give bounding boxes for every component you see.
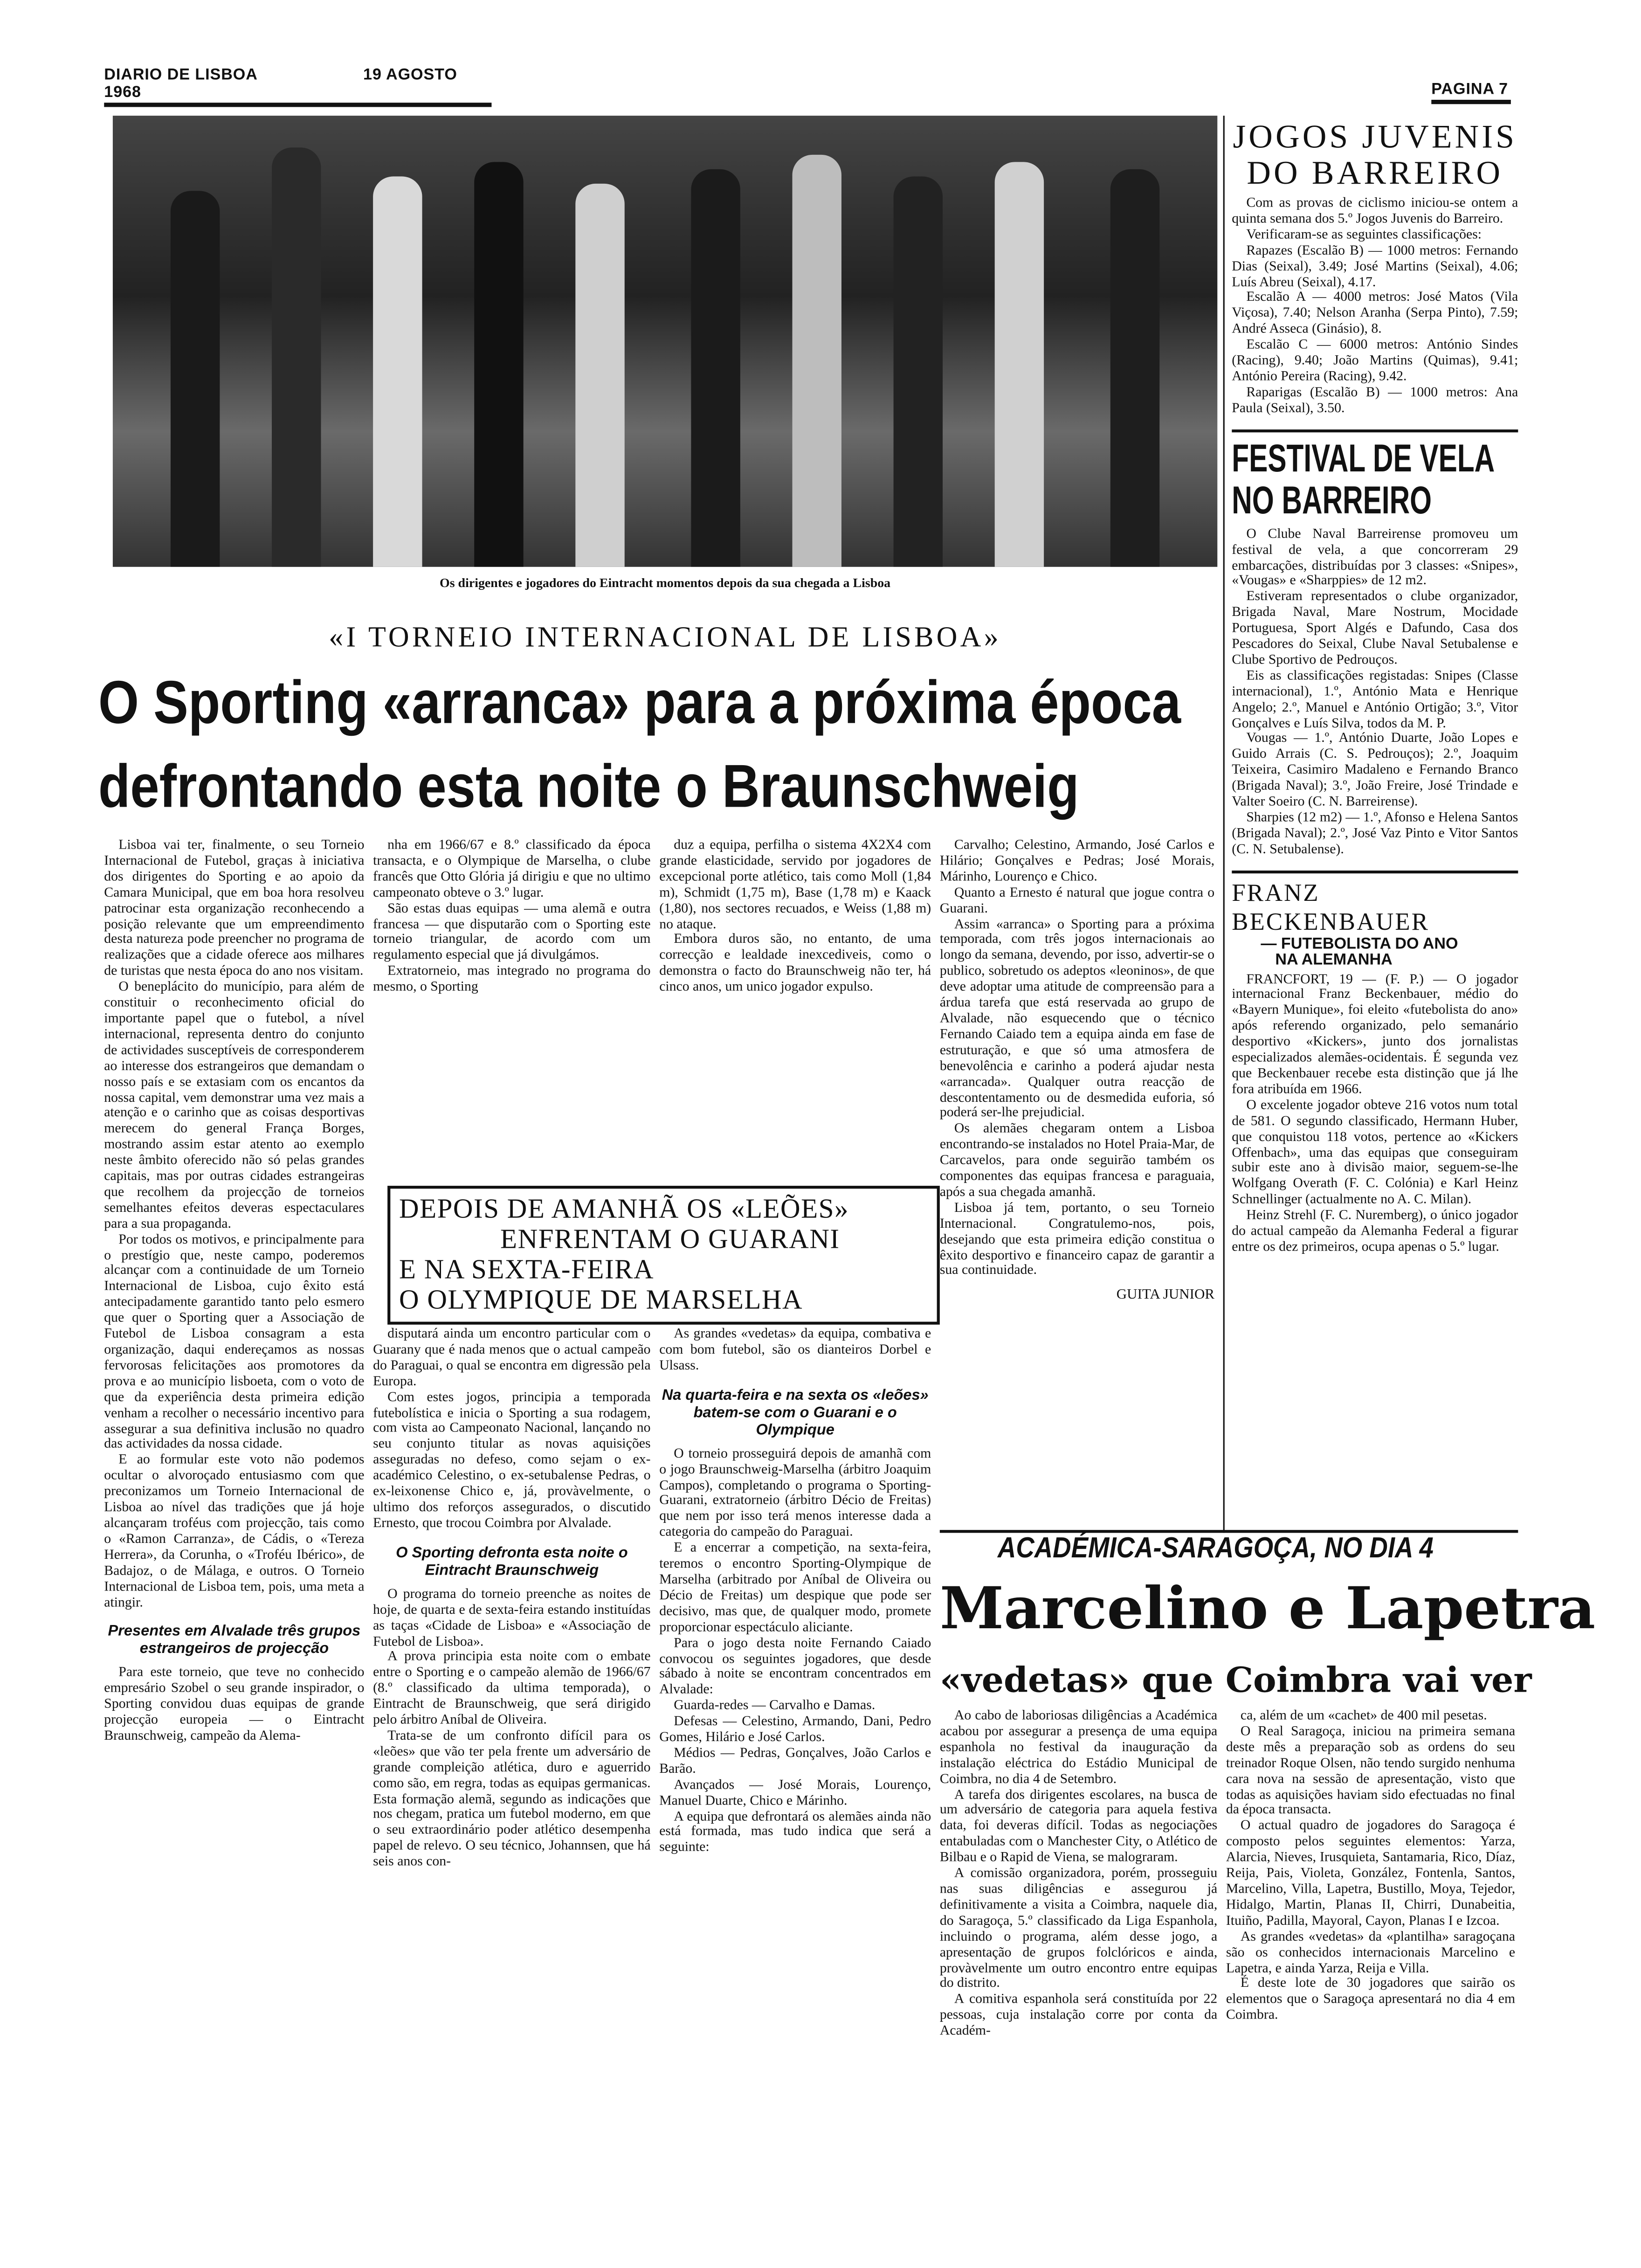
paragraph: Lisboa vai ter, finalmente, o seu Torneio Internacional de Futebol, graças à iniciativa dos dirigentes do Sporting e ao apoio da Camara Municipal, que em boa hora resolveu patrocinar esta organização reconhecendo a posição relevante que um empreendimento desta natureza pode preencher no programa de realizações que a cidade oferece aos milhares de turistas que nesta época do ano nos visitam. [104,837,365,980]
vela-title: FESTIVAL DE VELA [1232,436,1495,480]
paragraph: As grandes «vedetas» da «plantilha» saragoçana são os conhecidos internacionais Marcelino e Lapetra, e ainda Yarza, Reija e Villa. [1226,1929,1516,1976]
paragraph: E a encerrar a competição, na sexta-feira, teremos o encontro Sporting-Olympique de Marselha (arbitrado por Aníbal de Oliveira ou Décio de Freitas) um despique que pode ser decisivo, mas que, de qualquer modo, promete proporcionar espectáculo aliciante. [659,1540,931,1635]
paragraph: Com estes jogos, principia a temporada futebolística e inicia o Sporting a sua rodagem, com vista ao Campeonato Nacional, lançando no seu conjunto titular as novas aquisições asseguradas no defeso, como sejam o ex-académico Celestino, o ex-setubalense Pedras, o ex-leixonense Chico e, já, provàvelmente, o ultimo dos reforços assegurados, o discutido Ernesto, que trocou Coimbra por Alvalade. [373,1389,651,1531]
paragraph: disputará ainda um encontro particular com o Guarany que é nada menos que o actual campeão do Paraguai, o qual se encontra em digressão pela Europa. [373,1326,651,1390]
paragraph: FRANCFORT, 19 — (F. P.) — O jogador internacional Franz Beckenbauer, médio do «Bayern Munique», foi eleito «futebolista do ano» após referendo organizado, pelo semanário desportivo «Kickers», junto dos jornalistas especializados alemães-ocidentais. É segunda vez que Beckenbauer recebe esta distinção que já lhe fora atribuída em 1966. [1232,971,1518,1098]
paragraph: Guarda-redes — Carvalho e Damas. [674,1698,876,1714]
box-line: ENFRENTAM O GUARANI [500,1224,840,1255]
paragraph: Defesas — Celestino, Armando, Dani, Pedro Gomes, Hilário e José Carlos. [659,1714,931,1746]
photo-figure [373,176,422,567]
academica-column-2 [1226,1709,1515,2025]
highlight-box [387,1186,940,1325]
paragraph: O Clube Naval Barreirense promoveu um festival de vela, a que concorreram 29 embarcações, distribuídas por 3 classes: «Snipes», «Vougas» e «Sharppies» de 12 m2. [1232,526,1518,589]
paragraph: Escalão C — 6000 metros: António Sindes (Racing), 9.40; João Martins (Quimas), 9.41; António Pereira (Racing), 9.42. [1232,337,1518,385]
paragraph: Lisboa já tem, portanto, o seu Torneio Internacional. Congratulemo-nos, pois, desejando que esta primeira edição constitua o êxito desportivo e financeiro capaz de garantir a sua continuidade. [939,1200,1215,1279]
photo-figure [171,191,220,567]
paragraph: Estiveram representados o clube organizador, Brigada Naval, Mare Nostrum, Mocidade Portuguesa, Sport Algés e Dafundo, Casa dos Pescadores do Seixal, Clube Naval Setubalense e Clube Sportivo de Pedrouços. [1232,589,1518,668]
paragraph: duz a equipa, perfilha o sistema 4X2X4 com grande elasticidade, servido por jogadores de excepcional porte atlético, tais como Moll (1,84 m), Schmidt (1,75 m), Base (1,78 m) e Kaack (1,80), nos sectores recuados, e Weiss (1,88 m) no ataque. [659,837,931,932]
photo-caption: Os dirigentes e jogadores do Eintracht momentos depois da sua chegada a Lisboa [439,575,891,590]
academica-kicker: ACADÉMICA-SARAGOÇA, NO DIA 4 [997,1533,1434,1565]
paragraph: O programa do torneio preenche as noites de hoje, de quarta e de sexta-feira estando instituídas as taças «Cidade de Lisboa» e «Associação de Futebol de Lisboa». [373,1586,651,1650]
beckenbauer-subtitle: — FUTEBOLISTA DO ANO [1261,935,1458,953]
paragraph: A equipa que defrontará os alemães ainda não está formada, mas tudo indica que será a seguinte: [659,1808,931,1856]
paragraph: Extratorneio, mas integrado no programa do mesmo, o Sporting [373,963,651,996]
paragraph: A prova principia esta noite com o embate entre o Sporting e o campeão alemão de 1966/67 (8.º classificado da ultima temporada), o Eintracht de Braunschweig, que será dirigido pelo árbitro Aníbal de Oliveira. [373,1649,651,1729]
section-kicker: «I TORNEIO INTERNACIONAL DE LISBOA» [329,622,1001,654]
paragraph: Médios — Pedras, Gonçalves, João Carlos e Barão. [659,1745,931,1777]
paragraph: O Real Saragoça, iniciou na primeira semana deste mês a preparação sob as ordens do seu treinador Roque Olsen, não tendo surgido nenhuma cara nova na sessão de apresentação, visto que todas as aquisições haviam sido efectuadas no final da época transacta. [1226,1723,1516,1819]
page-number: PAGINA 7 [1431,81,1511,104]
paragraph: Heinz Strehl (F. C. Nuremberg), o único jogador do actual campeão da Alemanha Federal a figurar entre os dez primeiros, ocupa apenas o 5.º lugar. [1232,1207,1518,1255]
photo-figure [474,162,523,567]
jogos-title: DO BARREIRO [1247,154,1503,191]
article-column-3-top [659,839,931,996]
paragraph: Com as provas de ciclismo iniciou-se ontem a quinta semana dos 5.º Jogos Juvenis do Barreiro. [1232,195,1518,227]
paragraph: As grandes «vedetas» da equipa, combativa e com bom futebol, são os dianteiros Dorbel e Ulsass. [659,1326,931,1374]
photo-figure [575,184,624,567]
article-column-2-bottom [373,1328,650,1871]
article-column-1 [104,839,364,1745]
paragraph: Para o jogo desta noite Fernando Caiado convocou os seguintes jogadores, que desde sábado à noite se encontram concentrados em Alvalade: [659,1635,931,1698]
box-line: DEPOIS DE AMANHÃ OS «LEÕES» [399,1194,849,1225]
paragraph: Por todos os motivos, e principalmente para o prestígio que, neste campo, poderemos alcançar com a continuidade de um Torneio Internacional de Lisboa, cujo êxito está antecipadamente garantido tanto pelo esmero que quer o Sporting quer a Associação de Futebol de Lisboa consagram a esta organização, daqui endereçamos as nossas fervorosas felicitações aos promotores da prova e ao município lisboeta, com o voto de que da experiência desta primeira edição venham a recolher o necessário incentivo para assegurar a sua definitiva inclusão no quadro das actividades da nossa cidade. [104,1231,365,1453]
paragraph: nha em 1966/67 e 8.º classificado da época transacta, e o Olympique de Marselha, o clube francês que Otto Glória já dirigiu e que no ultimo campeonato obteve o 3.º lugar. [373,837,651,901]
paragraph: Rapazes (Escalão B) — 1000 metros: Fernando Dias (Seixal), 3.49; José Martins (Seixal), 4.06; Luís Abreu (Seixal), 4.17. [1232,242,1518,290]
academica-headline-line1: Marcelino e Lapetra [939,1575,1596,1643]
paragraph: O excelente jogador obteve 216 votos num total de 581. O segundo classificado, Hermann Huber, que conquistou 118 votos, pertence ao «Kickers Offenbach», uma das equipas que conseguiram subir este ano à divisão maior, seguem-se-lhe Wolfgang Overath (F. C. Colónia) e Karl Heinz Schnellinger (actualmente no A. C. Milan). [1232,1097,1518,1208]
paragraph: Sharpies (12 m2) — 1.º, Afonso e Helena Santos (Brigada Naval); 2.º, José Vaz Pinto e Vitor Santos (C. N. Setubalense). [1232,809,1518,857]
paragraph: São estas duas equipas — uma alemã e outra francesa — que disputarão com o Sporting este torneio triangular, de acordo com um regulamento especial que já divulgámos. [373,900,651,964]
paragraph: Avançados — José Morais, Lourenço, Manuel Duarte, Chico e Márinho. [659,1777,931,1809]
author-signature: GUITA JUNIOR [1116,1287,1215,1304]
paragraph: Assim «arranca» o Sporting para a próxima temporada, com três jogos internacionais ao longo da semana, devendo, por isso, advertir-se o publico, sobretudo os adeptos «leoninos», de que deve adoptar uma atitude de compreensão para a árdua tarefa que está reservada ao grupo de Alvalade, não esquecendo que o técnico Fernando Caiado tem a equipa ainda em fase de estruturação, e que só uma atmosfera de benevolência e carinho a poderá ajudar nesta «arrancada». Qualquer outra reacção de descontentamento ou de desmedida euforia, só poderá ser-lhe prejudicial. [939,916,1215,1121]
subheading: Na quarta-feira e na sexta os «leões» batem-se com o Guarani e o Olympique [662,1386,929,1438]
paragraph: Verificaram-se as seguintes classificações: [1246,227,1482,243]
paragraph: A comissão organizadora, porém, prosseguiu nas suas diligências e assegurou já definitivamente a visita a Coimbra, naquele dia, do Saragoça, 5.º classificado da Liga Espanhola, incluindo o programa, além desse jogo, a apresentação de grupos folclóricos e ainda, provàvelmente um outro encontro entre equipas do distrito. [939,1865,1218,1992]
paragraph: Os alemães chegaram ontem a Lisboa encontrando-se instalados no Hotel Praia-Mar, de Carcavelos, para onde seguirão também os componentes das equipas francesa e paraguaia, após a sua chegada amanhã. [939,1121,1215,1200]
paragraph: É deste lote de 30 jogadores que sairão os elementos que o Saragoça apresentará no dia 4 em Coimbra. [1226,1976,1516,2024]
column-divider [1223,116,1225,1533]
paragraph: Carvalho; Celestino, Armando, José Carlos e Hilário; Gonçalves e Pedras; José Morais, Márinho, Lourenço e Chico. [939,837,1215,885]
paragraph: E ao formular este voto não podemos ocultar o alvoroçado entusiasmo com que preconizamos um Torneio Internacional de Lisboa ao nível das tradições que já hoje alcançaram troféus com projecção, tais como o «Ramon Carranza», de Cádis, o «Tereza Herrera», da Corunha, o «Troféu Ibérico», de Badajoz, o de Málaga, e outros. O Torneio Internacional de Lisboa tem, pois, uma meta a atingir. [104,1452,365,1611]
paper-name: DIARIO DE LISBOA [104,66,257,84]
masthead-strip [104,67,491,107]
photo-figure [894,176,943,567]
paragraph: ca, além de um «cachet» de 400 mil pesetas. [1240,1708,1487,1724]
paragraph: A comitiva espanhola será constituída por 22 pessoas, cuja instalação corre por conta da Académ- [939,1991,1218,2040]
paragraph: Raparigas (Escalão B) — 1000 metros: Ana Paula (Seixal), 3.50. [1232,384,1518,416]
subheading: O Sporting defronta esta noite o Eintracht Braunschweig [396,1544,628,1579]
paragraph: Escalão A — 4000 metros: José Matos (Vila Viçosa), 7.40; Nelson Aranha (Serpa Pinto), 7.59; André Asseca (Ginásio), 8. [1232,290,1518,338]
article-column-3-bottom [659,1328,931,1857]
paragraph: A tarefa dos dirigentes escolares, na busca de um adversário de categoria para aquela festiva data, foi deveras difícil. Todas as negociações entabuladas com o Manchester City, o Atlético de Bilbau e o Rapid de Viena, se malograram. [939,1786,1218,1866]
subheading: Presentes em Alvalade três grupos estrangeiros de projecção [108,1623,361,1658]
main-headline-line2: defrontando esta noite o Braunschweig [98,752,1079,820]
paragraph: O beneplácito do município, para além de constituir o reconhecimento oficial do importante papel que o futebol, a nível internacional, representa dentro do conjunto de actividades susceptíveis de corresponderem ao interesse dos estrangeiros que demandam o nosso país e se extasiam com os encantos da nossa capital, vem demonstrar uma vez mais a atenção e o carinho que as coisas desportivas merecem do general França Borges, mostrando assim estar atento ao exemplo neste âmbito oferecido não só pelas grandes capitais, mas por outras cidades estrangeiras que recolhem da projecção de torneios semelhantes efeitos deveras espectaculares para a sua propaganda. [104,979,365,1232]
paragraph: Trata-se de um confronto difícil para os «leões» que vão ter pela frente um adversário de grande compleição atlética, duro e aguerrido como são, em regra, todas as equipas germanicas. Esta formação alemã, segundo as indicações que nos chegam, pratica um futebol moderno, em que o seu extraordinário poder atlético desempenha papel de relevo. O seu técnico, Johannsen, que há seis anos con- [373,1728,651,1870]
paragraph: Para este torneio, que teve no conhecido empresário Szobel o seu grande inspirador, o Sporting convidou duas equipas de grande projecção europeia — o Eintracht Braunschweig, campeão da Alema- [104,1665,365,1744]
right-column [1232,118,1518,1256]
photo-figure [272,147,321,567]
paragraph: O actual quadro de jogadores do Saragoça é composto pelos seguintes elementos: Yarza, Alarcia, Nieves, Irusquieta, Santamaria, Rico, Díaz, Reija, Pais, Violeta, González, Fontenla, Santos, Marcelino, Villa, Lapetra, Bustillo, Moya, Tejedor, Hidalgo, Martin, Planas II, Chirri, Dunabeitia, Ituiño, Padilla, Mayoral, Cayon, Planas I e Izcoa. [1226,1818,1516,1929]
academica-column-1 [940,1709,1217,2040]
issue-date: 19 AGOSTO 1968 [104,66,457,102]
paragraph: Ao cabo de laboriosas diligências a Académica acabou por assegurar a presença de uma equipa espanhola no festival da inauguração da instalação eléctrica do Estádio Municipal de Coimbra, no dia 4 de Setembro. [939,1708,1218,1787]
academica-headline-line2: «vedetas» que Coimbra vai ver [939,1659,1532,1701]
paragraph: Quanto a Ernesto é natural que jogue contra o Guarani. [939,885,1215,917]
paragraph: Vougas — 1.º, António Duarte, João Lopes e Guido Arrais (C. S. Pedrouços); 2.º, Joaquim Teixeira, Casimiro Madaleno e Fernando Branco (Brigada Naval); 3.º, João Freire, José Trindade e Valter Soeiro (C. N. Barreirense). [1232,731,1518,810]
photo-figure [691,169,740,567]
box-line: E NA SEXTA-FEIRA [399,1255,655,1286]
paragraph: Eis as classificações registadas: Snipes (Classe internacional), 1.º, António Mata e Henrique Angelo; 2.º, Manuel e António Ortigão; 3.º, Vitor Gonçalves e Luís Silva, todos da M. P. [1232,668,1518,731]
team-photo [113,116,1217,567]
photo-figure [793,155,841,567]
paragraph: Embora duros são, no entanto, de uma correcção e lealdade inexcediveis, como o demonstra o facto do Braunschweig não ter, há cinco anos, um unico jogador expulso. [659,932,931,996]
photo-figure [1110,169,1159,567]
jogos-title: JOGOS JUVENIS [1233,118,1517,155]
beckenbauer-title: FRANZ BECKENBAUER [1232,878,1430,935]
vela-title: NO BARREIRO [1232,478,1432,522]
photo-figure [995,162,1044,567]
paragraph: O torneio prosseguirá depois de amanhã com o jogo Braunschweig-Marselha (árbitro Joaquim Campos), completando o programa o Sporting-Guarani, extratorneio (árbitro Décio de Freitas) que nem por isso terá menos interesse dada a categoria do campeão do Paraguai. [659,1445,931,1541]
article-column-2-top [373,839,650,996]
main-headline-line1: O Sporting «arranca» para a próxima época [98,668,1181,736]
beckenbauer-subtitle: NA ALEMANHA [1275,951,1393,968]
box-line: O OLYMPIQUE DE MARSELHA [399,1286,803,1316]
article-column-4 [940,839,1214,1305]
